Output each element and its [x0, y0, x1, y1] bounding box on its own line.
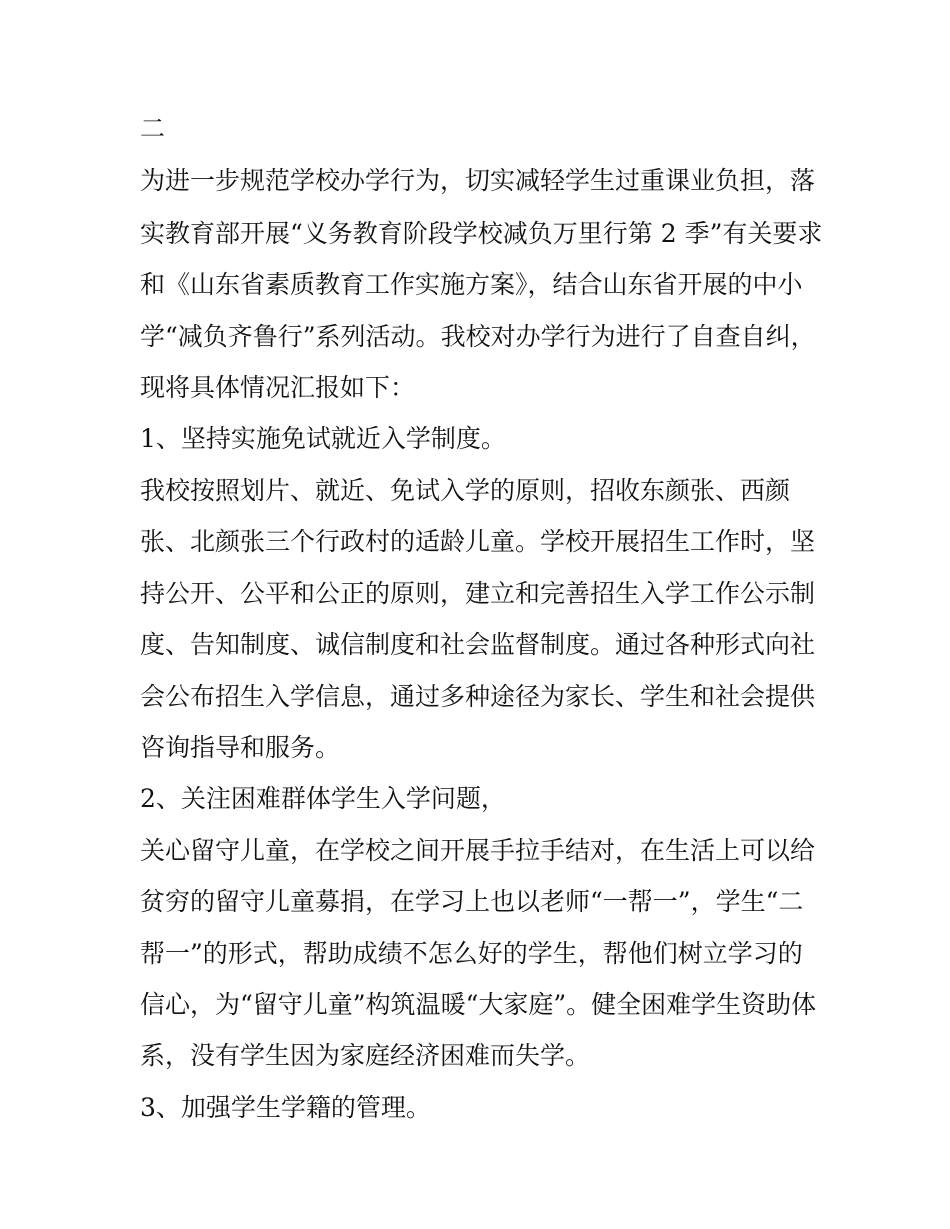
section-2-line: 系，没有学生因为家庭经济困难而失学。: [140, 1041, 591, 1070]
section-2-line: 贫穷的留守儿童募捐，在学习上也以老师“一帮一”，学生“二: [140, 887, 804, 916]
intro-line: 学“减负齐鲁行”系列活动。我校对办学行为进行了自查自纠，: [140, 322, 816, 351]
intro-line: 实教育部开展“义务教育阶段学校减负万里行第 2 季”有关要求: [140, 219, 823, 248]
section-2-title: 2、关注困难群体学生入学问题，: [140, 784, 506, 813]
section-1-line: 会公布招生入学信息，通过多种途径为家长、学生和社会提供: [140, 682, 816, 711]
section-2-line: 帮一”的形式，帮助成绩不怎么好的学生，帮他们树立学习的: [140, 939, 803, 968]
section-2-line: 信心，为“留守儿童”构筑温暖“大家庭”。健全困难学生资助体: [140, 990, 817, 1019]
section-1-line: 持公开、公平和公正的原则，建立和完善招生入学工作公示制: [140, 579, 816, 608]
section-1-line: 张、北颜张三个行政村的适龄儿童。学校开展招生工作时，坚: [140, 527, 816, 556]
intro-line: 为进一步规范学校办学行为，切实减轻学生过重课业负担，落: [140, 166, 816, 195]
intro-line: 现将具体情况汇报如下：: [140, 373, 416, 402]
section-1-line: 咨询指导和服务。: [140, 733, 341, 762]
section-1-line: 我校按照划片、就近、免试入学的原则，招收东颜张、西颜: [140, 476, 791, 505]
section-2-line: 关心留守儿童，在学校之间开展手拉手结对，在生活上可以给: [140, 836, 816, 865]
document-heading: 二: [140, 114, 166, 143]
section-1-line: 度、告知制度、诚信制度和社会监督制度。通过各种形式向社: [140, 630, 816, 659]
intro-line: 和《山东省素质教育工作实施方案》，结合山东省开展的中小: [140, 270, 803, 299]
section-1-title: 1、坚持实施免试就近入学制度。: [140, 424, 506, 453]
section-3-title: 3、加强学生学籍的管理。: [140, 1093, 431, 1122]
